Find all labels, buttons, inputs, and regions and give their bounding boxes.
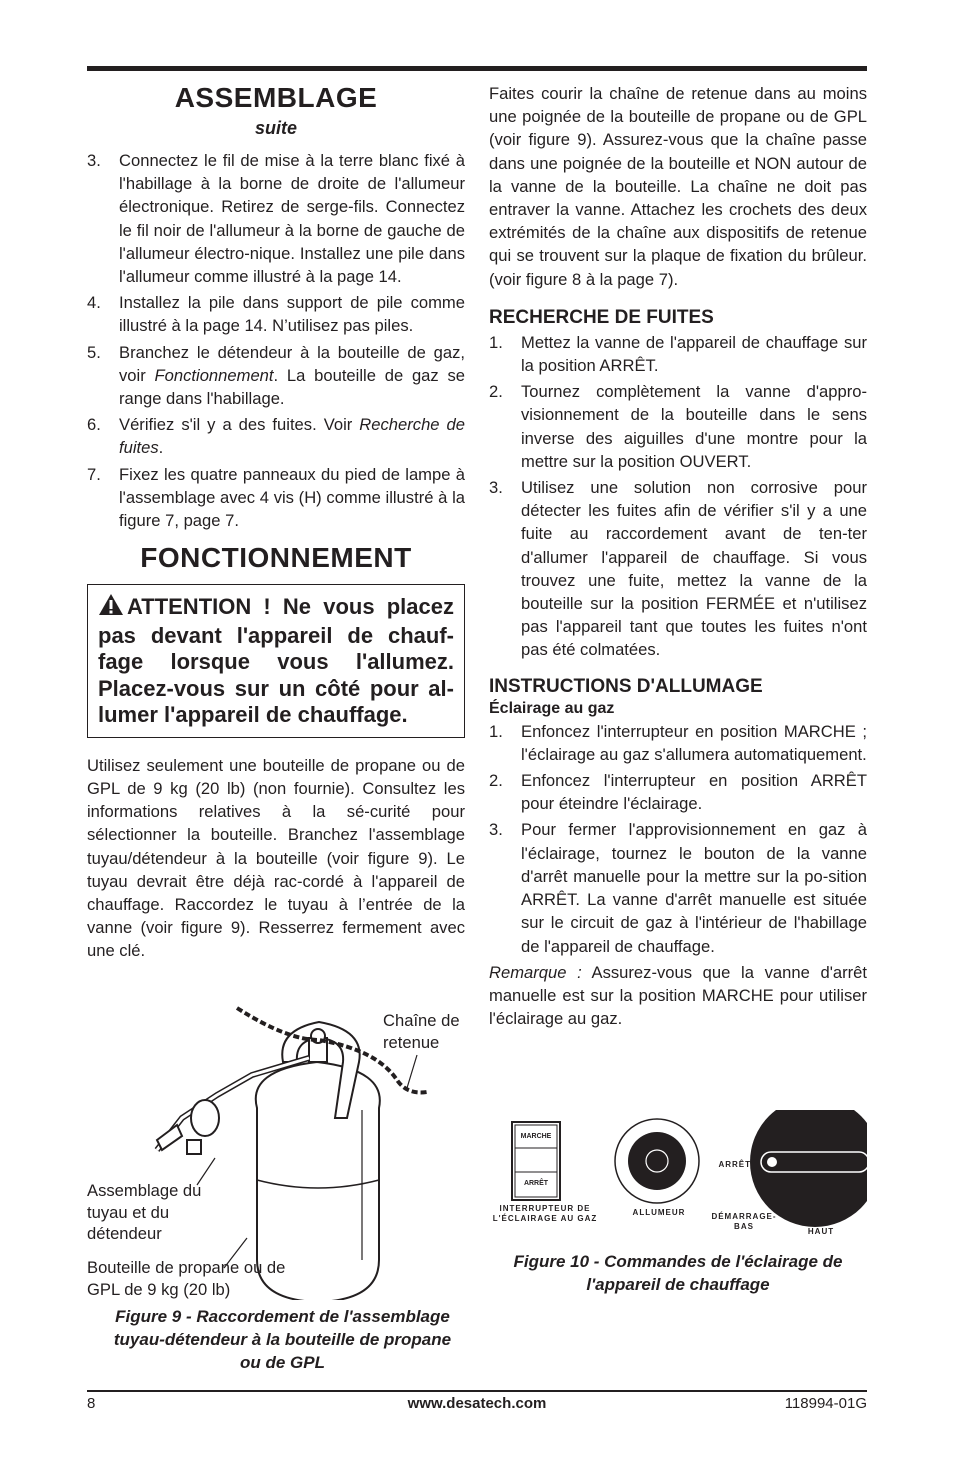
bottom-rule <box>87 1390 867 1392</box>
switch-off-label: ARRÊT <box>523 1180 549 1187</box>
list-item: 6. Vérifiez s'il y a des fuites. Voir Recherche de fuites. <box>87 415 465 458</box>
label-chain: Chaîne de retenue <box>383 1011 460 1052</box>
label-bottle: Bouteille de propane ou de GPL de 9 kg (20 lb) <box>87 1258 286 1299</box>
heading-lighting: INSTRUCTIONS D'ALLUMAGE <box>489 675 763 697</box>
document-code: 118994-01G <box>784 1395 867 1412</box>
right-column <box>489 82 867 1030</box>
warning-text: ATTENTION ! Ne vous placez pas devant l'appareil de chauf-fage lorsque vous l'allumez. Placez-vous sur un côté pour al-lumer l'appareil de chauffage. <box>98 594 454 728</box>
figure-10 <box>489 1110 867 1240</box>
heading-leak-test: RECHERCHE DE FUITES <box>489 306 714 328</box>
figure-10-caption: Figure 10 - Commandes de l'éclairage de l'appareil de chauffage <box>513 1252 843 1294</box>
list-item: 3. Pour fermer l'approvisionnement en gaz à l'éclairage, tournez le bouton de la vanne d'arrêt manuelle pour la mettre sur la po-sition ARRÊT. La vanne d'arrêt manuelle est située sur le circuit de gaz à l'intérieur de l'habillage de l'appareil de chauffage. <box>489 820 867 956</box>
section-title-assemblage: ASSEMBLAGE <box>174 82 378 113</box>
website-url: www.desatech.com <box>407 1395 547 1412</box>
lighting-steps <box>489 720 867 958</box>
figure-9-caption: Figure 9 - Raccordement de l'assemblage tuyau-détendeur à la bouteille de propane ou de GPL <box>113 1307 452 1372</box>
switch-caption: INTERRUPTEUR DE L'ÉCLAIRAGE AU GAZ <box>492 1204 598 1223</box>
valve-high-label: HAUT <box>807 1227 835 1236</box>
figure-9 <box>87 1000 477 1300</box>
top-rule <box>87 66 867 71</box>
chain-paragraph: Faites courir la chaîne de retenue dans au moins une poignée de la bouteille de propane ou de GPL (voir figure 9). Assurez-vous que la chaîne passe dans une poignée de la bouteille et NON autour de la vanne de la bouteille. La chaîne ne doit pas entraver la vanne. Attachez les crochets des deux extrémités de la chaîne aux dispositifs de retenue qui se trouvent sur la plaque de fixation du brûleur. (voir figure 8 à la page 7). <box>489 84 867 289</box>
leak-steps <box>489 331 867 662</box>
note-paragraph: Remarque : Assurez-vous que la vanne d'arrêt manuelle est sur la position MARCHE pour utiliser l'éclairage au gaz. <box>489 962 867 1029</box>
list-item: 3. Connectez le fil de mise à la terre blanc fixé à l'habillage à la borne de droite de l'allumeur électronique. Retirez de serge-fils. Connectez le fil noir de l'allumeur à la borne de gauche de l'allumeur électro-nique. Installez une pile dans l'allumeur comme illustré à la page 14. <box>87 151 465 287</box>
list-item: 3. Utilisez une solution non corrosive pour détecter les fuites afin de vérifier s'il y a une fuite au raccordement avant de ten-ter d'allumer l'appareil de chauffage. Si vous trouvez une fuite, mettez la vanne de la bouteille sur la position FERMÉE et n'utilisez pas l'appareil tant que toutes les fuites n'ont pas été colmatées. <box>489 478 867 660</box>
igniter-caption: ALLUMEUR <box>632 1208 686 1217</box>
label-hose-assembly: Assemblage du tuyau et du détendeur <box>87 1181 202 1243</box>
assembly-steps <box>87 149 465 532</box>
list-item: 1. Enfoncez l'interrupteur en position MARCHE ; l'éclairage au gaz s'allumera automatiquement. <box>489 721 867 764</box>
page-number: 8 <box>87 1395 96 1412</box>
subheading-gas-light: Éclairage au gaz <box>489 699 615 717</box>
section-subtitle: suite <box>254 118 297 138</box>
operation-paragraph: Utilisez seulement une bouteille de propane ou de GPL de 9 kg (20 lb) (non fournie). Consultez les informations relatives à la sé-curité pour sélectionner la bouteille. Branchez l'assemblage tuyau/détendeur à la bouteille (voir figure 9). Le tuyau devrait être déjà rac-cordé à l'appareil de chauffage. Raccordez le tuyau à l’entrée de la vanne (voir figure 9). Resserrez fermement avec une clé. <box>87 755 465 961</box>
valve-off-label: ARRÊT <box>718 1160 751 1169</box>
list-item: 4. Installez la pile dans support de pile comme illustré à la page 14. N’utilisez pas piles. <box>87 293 465 336</box>
list-item: 7. Fixez les quatre panneaux du pied de lampe à l'assemblage avec 4 vis (H) comme illustré à la figure 7, page 7. <box>87 464 465 531</box>
list-item: 5. Branchez le détendeur à la bouteille de gaz, voir Fonctionnement. La bouteille de gaz se range dans l'habillage. <box>87 342 465 409</box>
warning-icon <box>98 593 124 623</box>
list-item: 2. Enfoncez l'interrupteur en position ARRÊT pour éteindre l'éclairage. <box>489 771 867 814</box>
switch-on-label: MARCHE <box>520 1133 552 1140</box>
list-item: 1. Mettez la vanne de l'appareil de chauffage sur la position ARRÊT. <box>489 332 867 376</box>
list-item: 2. Tournez complètement la vanne d'appro-visionnement de la bouteille dans le sens inverse des aiguilles d'une montre pour la mettre sur la position OUVERT. <box>489 382 867 471</box>
warning-box <box>87 584 465 738</box>
valve-low-label: DÉMARRAGE-BAS <box>711 1212 777 1231</box>
left-column <box>87 82 465 963</box>
section-title-fonctionnement: FONCTIONNEMENT <box>140 542 412 574</box>
